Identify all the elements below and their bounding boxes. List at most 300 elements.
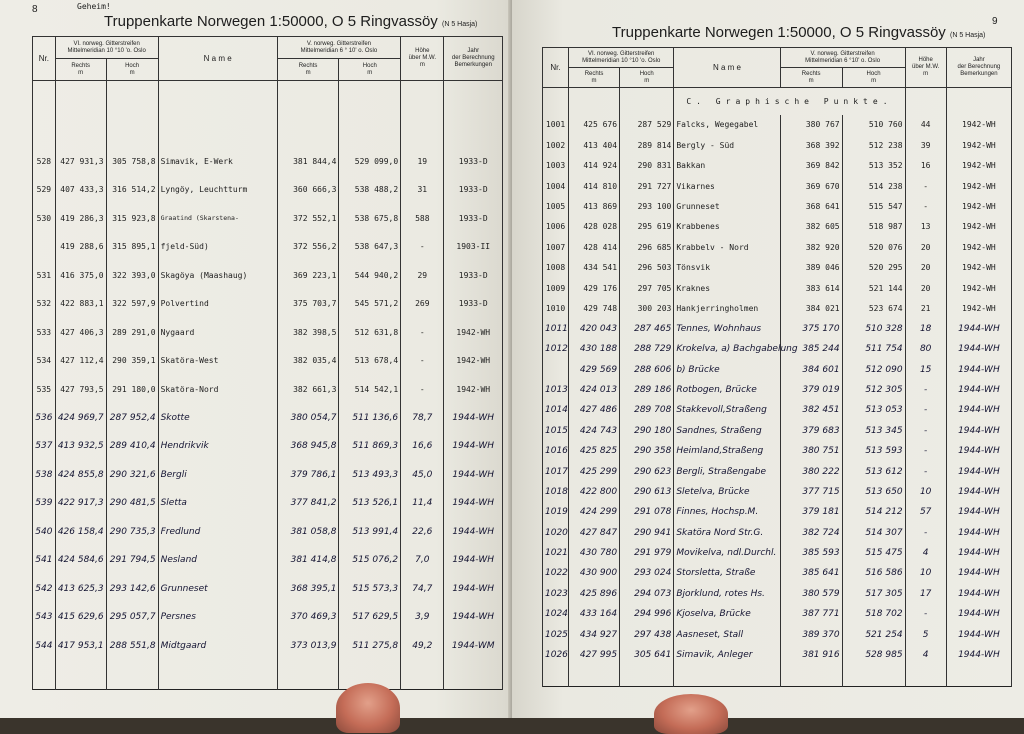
cell-v-hoch: 513 678,4 <box>339 347 401 376</box>
cell-jahr: 1944-WH <box>946 400 1011 420</box>
empty-cell <box>277 660 339 689</box>
cell-hoehe: 10 <box>905 482 946 502</box>
cell-hoehe: 29 <box>401 261 444 290</box>
cell-vi-hoch: 296 503 <box>620 257 674 277</box>
cell-name: Tönsvik <box>674 257 780 277</box>
cell-v-rechts: 381 844,4 <box>277 147 339 176</box>
header-name: N a m e <box>674 48 780 88</box>
cell-v-hoch: 517 629,5 <box>339 603 401 632</box>
cell-name: Midtgaard <box>158 632 277 661</box>
cell-vi-hoch: 300 203 <box>620 298 674 318</box>
cell-nr: 531 <box>33 261 56 290</box>
header-bemerkungen: Bemerkungen <box>960 71 998 77</box>
cell-jahr: 1944-WH <box>444 518 503 547</box>
page-title-sub: (N 5 Hasja) <box>441 21 478 28</box>
table-row <box>543 584 1012 604</box>
cell-vi-hoch: 289 186 <box>620 380 674 400</box>
table-row <box>543 482 1012 502</box>
cell-v-rechts: 382 920 <box>780 237 842 257</box>
header-v-line1: V. norweg. Gitterstreifen <box>810 50 875 57</box>
table-row <box>543 380 1012 400</box>
cell-name: b) Brücke <box>674 359 780 379</box>
cell-hoehe: - <box>401 318 444 347</box>
cell-nr: 1008 <box>543 257 569 277</box>
cell-nr: 1015 <box>543 421 569 441</box>
empty-cell <box>905 665 946 686</box>
cell-nr: 1009 <box>543 278 569 298</box>
cell-vi-rechts: 427 847 <box>569 523 620 543</box>
cell-name: Movikelva, ndl.Durchl. <box>674 543 780 563</box>
cell-jahr: 1944-WH <box>946 380 1011 400</box>
header-hoehe <box>401 37 444 81</box>
cell-vi-rechts: 415 629,6 <box>55 603 106 632</box>
cell-vi-rechts: 422 800 <box>569 482 620 502</box>
cell-vi-hoch: 297 705 <box>620 278 674 298</box>
cell-v-rechts: 382 661,3 <box>277 375 339 404</box>
cell-name: Polvertind <box>158 290 277 319</box>
cell-v-hoch: 513 991,4 <box>339 518 401 547</box>
cell-v-rechts: 380 767 <box>780 115 842 135</box>
cell-vi-rechts: 428 028 <box>569 217 620 237</box>
cell-vi-rechts: 427 112,4 <box>55 347 106 376</box>
cell-name: Lyngöy, Leuchtturm <box>158 176 277 205</box>
cell-name: Skagöya (Maashaug) <box>158 261 277 290</box>
cell-vi-rechts: 427 406,3 <box>55 318 106 347</box>
table-row <box>543 237 1012 257</box>
cell-v-rechts: 383 614 <box>780 278 842 298</box>
cell-v-hoch: 513 352 <box>842 155 905 175</box>
header-unit: m <box>367 69 373 76</box>
cell-v-hoch: 514 212 <box>842 502 905 522</box>
header-hoch-label: Hoch <box>125 62 140 69</box>
header-vi-line2: Mittelmeridian 10 °10 'o. Oslo <box>67 47 146 54</box>
cell-vi-hoch: 289 708 <box>620 400 674 420</box>
cell-nr: 1003 <box>543 155 569 175</box>
table-row <box>543 604 1012 624</box>
cell-v-rechts: 380 054,7 <box>277 404 339 433</box>
cell-v-rechts: 385 641 <box>780 563 842 583</box>
cell-vi-rechts: 429 748 <box>569 298 620 318</box>
cell-v-rechts: 382 035,4 <box>277 347 339 376</box>
cell-nr: 1026 <box>543 645 569 665</box>
table-row <box>33 546 503 575</box>
cell-name: Hankjerringholmen <box>674 298 780 318</box>
cell-nr: 1020 <box>543 523 569 543</box>
cell-hoehe: 10 <box>905 563 946 583</box>
table-row <box>543 196 1012 216</box>
cell-v-hoch: 511 754 <box>842 339 905 359</box>
cell-jahr: 1944-WH <box>946 482 1011 502</box>
table-row <box>33 318 503 347</box>
cell-hoehe: 15 <box>905 359 946 379</box>
page-title-main: Truppenkarte Norwegen 1:50000, O 5 Ringvassöy <box>612 24 946 41</box>
header-rechts-label: Rechts <box>801 70 821 77</box>
cell-jahr: 1933-D <box>444 176 503 205</box>
cell-nr: 1023 <box>543 584 569 604</box>
cell-jahr: 1944-WH <box>946 584 1011 604</box>
cell-v-rechts: 377 715 <box>780 482 842 502</box>
header-unit: m <box>78 69 84 76</box>
cell-v-hoch: 515 475 <box>842 543 905 563</box>
cell-hoehe: - <box>905 421 946 441</box>
cell-vi-hoch: 289 410,4 <box>106 432 158 461</box>
cell-hoehe: 17 <box>905 584 946 604</box>
cell-hoehe: - <box>401 233 444 262</box>
cell-v-hoch: 514 542,1 <box>339 375 401 404</box>
cell-vi-hoch: 322 597,9 <box>106 290 158 319</box>
cell-vi-hoch: 288 551,8 <box>106 632 158 661</box>
cell-vi-hoch: 290 831 <box>620 155 674 175</box>
cell-jahr: 1944-WH <box>444 432 503 461</box>
cell-vi-hoch: 315 923,8 <box>106 204 158 233</box>
left-page <box>0 0 512 718</box>
cell-nr <box>543 359 569 379</box>
cell-v-hoch: 520 076 <box>842 237 905 257</box>
page-title-sub: (N 5 Hasja) <box>949 32 986 39</box>
page-number: 8 <box>32 4 38 15</box>
cell-vi-rechts: 430 900 <box>569 563 620 583</box>
empty-cell <box>674 665 780 686</box>
cell-v-hoch: 516 586 <box>842 563 905 583</box>
cell-nr: 530 <box>33 204 56 233</box>
table-row <box>33 233 503 262</box>
cell-v-rechts: 384 021 <box>780 298 842 318</box>
cell-v-rechts: 372 556,2 <box>277 233 339 262</box>
cell-name: Aasneset, Stall <box>674 624 780 644</box>
table-row <box>543 339 1012 359</box>
cell-hoehe: - <box>905 523 946 543</box>
cell-jahr: 1933-D <box>444 204 503 233</box>
table-row <box>543 155 1012 175</box>
header-unit: m <box>808 77 814 84</box>
cell-v-rechts: 384 601 <box>780 359 842 379</box>
cell-jahr: 1944-WH <box>444 404 503 433</box>
page-title-main: Truppenkarte Norwegen 1:50000, O 5 Ringvassöy <box>104 13 438 30</box>
cell-vi-hoch: 290 623 <box>620 461 674 481</box>
empty-filler-row <box>33 660 503 689</box>
cell-v-rechts: 382 398,5 <box>277 318 339 347</box>
empty-cell <box>401 660 444 689</box>
empty-cell <box>780 665 842 686</box>
cell-jahr: 1944-WH <box>946 319 1011 339</box>
cell-name: Krabbenes <box>674 217 780 237</box>
cell-hoehe: - <box>905 196 946 216</box>
cell-jahr: 1942-WH <box>946 278 1011 298</box>
header-v-hoch <box>339 59 401 81</box>
cell-vi-hoch: 293 100 <box>620 196 674 216</box>
empty-cell <box>444 660 503 689</box>
cell-name: Vikarnes <box>674 176 780 196</box>
table-row <box>543 543 1012 563</box>
cell-vi-hoch: 290 941 <box>620 523 674 543</box>
cell-v-hoch: 513 650 <box>842 482 905 502</box>
cell-nr: 1019 <box>543 502 569 522</box>
cell-hoehe: 4 <box>905 645 946 665</box>
cell-v-hoch: 544 940,2 <box>339 261 401 290</box>
cell-v-rechts: 379 786,1 <box>277 461 339 490</box>
header-v-line2: Mittelmeridian 6 ° 10' o. Oslo <box>300 47 378 54</box>
cell-vi-rechts: 424 743 <box>569 421 620 441</box>
cell-v-rechts: 368 641 <box>780 196 842 216</box>
cell-v-rechts: 381 414,8 <box>277 546 339 575</box>
cell-vi-rechts: 419 286,3 <box>55 204 106 233</box>
cell-jahr: 1942-WH <box>444 347 503 376</box>
table-row <box>33 575 503 604</box>
cell-vi-hoch: 295 619 <box>620 217 674 237</box>
cell-jahr: 1903-II <box>444 233 503 262</box>
coordinate-table <box>32 36 503 690</box>
header-jahr-line1: Jahr <box>973 57 985 63</box>
cell-vi-hoch: 289 814 <box>620 135 674 155</box>
cell-jahr: 1944-WH <box>946 563 1011 583</box>
cell-name: Bjorklund, rotes Hs. <box>674 584 780 604</box>
cell-vi-rechts: 430 780 <box>569 543 620 563</box>
cell-nr: 537 <box>33 432 56 461</box>
cell-nr: 532 <box>33 290 56 319</box>
cell-hoehe: 16,6 <box>401 432 444 461</box>
cell-nr: 1013 <box>543 380 569 400</box>
header-unit: m <box>644 77 650 84</box>
cell-v-rechts: 369 842 <box>780 155 842 175</box>
table-row <box>543 563 1012 583</box>
cell-vi-hoch: 291 180,0 <box>106 375 158 404</box>
header-jahr-line2: der Berechnung <box>957 64 1001 70</box>
cell-name: Bakkan <box>674 155 780 175</box>
cell-name: Nesland <box>158 546 277 575</box>
header-rechts-label: Rechts <box>298 62 318 69</box>
header-hoch-label: Hoch <box>362 62 377 69</box>
cell-hoehe: 57 <box>905 502 946 522</box>
header-jahr <box>444 37 503 81</box>
cell-name: Skatöra Nord Str.G. <box>674 523 780 543</box>
cell-vi-rechts: 422 917,3 <box>55 489 106 518</box>
cell-v-hoch: 514 238 <box>842 176 905 196</box>
cell-nr: 1021 <box>543 543 569 563</box>
cell-nr: 534 <box>33 347 56 376</box>
cell-name: Storsletta, Straße <box>674 563 780 583</box>
cell-jahr: 1944-WH <box>444 489 503 518</box>
cell-nr <box>33 233 56 262</box>
cell-vi-rechts: 413 869 <box>569 196 620 216</box>
header-rechts-label: Rechts <box>584 70 604 77</box>
cell-vi-hoch: 291 794,5 <box>106 546 158 575</box>
table-row <box>543 421 1012 441</box>
cell-vi-hoch: 293 024 <box>620 563 674 583</box>
empty-cell <box>33 660 56 689</box>
cell-nr: 1025 <box>543 624 569 644</box>
cell-name: Tennes, Wohnhaus <box>674 319 780 339</box>
cell-vi-rechts: 424 855,8 <box>55 461 106 490</box>
cell-vi-rechts: 417 953,1 <box>55 632 106 661</box>
cell-name: Bergly - Süd <box>674 135 780 155</box>
cell-hoehe: 78,7 <box>401 404 444 433</box>
cell-jahr: 1944-WH <box>946 624 1011 644</box>
cell-v-hoch: 521 144 <box>842 278 905 298</box>
cell-name: Fredlund <box>158 518 277 547</box>
cell-hoehe: - <box>905 604 946 624</box>
cell-v-hoch: 538 675,8 <box>339 204 401 233</box>
cell-hoehe: - <box>401 375 444 404</box>
cell-hoehe: 16 <box>905 155 946 175</box>
cell-jahr: 1944-WH <box>946 359 1011 379</box>
cell-name: fjeld-Süd) <box>158 233 277 262</box>
table-row <box>33 518 503 547</box>
cell-vi-rechts: 414 810 <box>569 176 620 196</box>
header-nr: Nr. <box>543 48 569 88</box>
empty-cell <box>569 665 620 686</box>
cell-hoehe: 39 <box>905 135 946 155</box>
cell-jahr: 1942-WH <box>946 135 1011 155</box>
table-row <box>33 204 503 233</box>
cell-vi-hoch: 290 358 <box>620 441 674 461</box>
cell-nr: 1005 <box>543 196 569 216</box>
cell-nr: 1011 <box>543 319 569 339</box>
cell-jahr: 1944-WH <box>946 645 1011 665</box>
cell-v-rechts: 385 244 <box>780 339 842 359</box>
cell-name: Simavik, Anleger <box>674 645 780 665</box>
cell-jahr: 1944-WM <box>444 632 503 661</box>
cell-hoehe: 4 <box>905 543 946 563</box>
cell-hoehe: 45,0 <box>401 461 444 490</box>
cell-vi-hoch: 291 727 <box>620 176 674 196</box>
cell-v-rechts: 389 046 <box>780 257 842 277</box>
cell-v-hoch: 520 295 <box>842 257 905 277</box>
cell-vi-rechts: 427 793,5 <box>55 375 106 404</box>
header-hoehe-line1: Höhe <box>918 57 933 63</box>
cell-vi-rechts: 425 896 <box>569 584 620 604</box>
cell-jahr: 1933-D <box>444 290 503 319</box>
cell-jahr: 1944-WH <box>946 502 1011 522</box>
table-row <box>543 461 1012 481</box>
section-title: C. Graphische Punkte. <box>686 96 893 106</box>
table-row <box>543 523 1012 543</box>
cell-hoehe: 21 <box>905 298 946 318</box>
cell-v-rechts: 370 469,3 <box>277 603 339 632</box>
cell-nr: 1006 <box>543 217 569 237</box>
cell-jahr: 1942-WH <box>946 196 1011 216</box>
table-row <box>543 257 1012 277</box>
cell-vi-rechts: 433 164 <box>569 604 620 624</box>
cell-vi-rechts: 424 013 <box>569 380 620 400</box>
header-v-rechts <box>780 68 842 88</box>
cell-vi-hoch: 288 729 <box>620 339 674 359</box>
cell-name: Bergli, Straßengabe <box>674 461 780 481</box>
cell-vi-rechts: 429 176 <box>569 278 620 298</box>
table-row <box>543 278 1012 298</box>
cell-vi-hoch: 291 979 <box>620 543 674 563</box>
cell-nr: 528 <box>33 147 56 176</box>
cell-nr: 1022 <box>543 563 569 583</box>
cell-name: Skotte <box>158 404 277 433</box>
table-row <box>33 375 503 404</box>
cell-vi-hoch: 290 735,3 <box>106 518 158 547</box>
cell-vi-hoch: 290 180 <box>620 421 674 441</box>
header-vi-line1: VI. norweg. Gitterstreifen <box>73 40 140 47</box>
cell-vi-rechts: 427 931,3 <box>55 147 106 176</box>
cell-vi-hoch: 287 529 <box>620 115 674 135</box>
cell-nr: 543 <box>33 603 56 632</box>
table-row <box>33 632 503 661</box>
cell-hoehe: 31 <box>401 176 444 205</box>
page-title <box>612 24 985 41</box>
cell-vi-rechts: 413 404 <box>569 135 620 155</box>
cell-name: Sletta <box>158 489 277 518</box>
cell-nr: 1012 <box>543 339 569 359</box>
cell-vi-hoch: 290 359,1 <box>106 347 158 376</box>
cell-name: Stakkevoll,Straßeng <box>674 400 780 420</box>
cell-hoehe: 20 <box>905 237 946 257</box>
cell-jahr: 1933-D <box>444 261 503 290</box>
cell-v-rechts: 389 370 <box>780 624 842 644</box>
cell-v-hoch: 512 305 <box>842 380 905 400</box>
spacer-row <box>543 88 1012 115</box>
cell-jahr: 1944-WH <box>444 575 503 604</box>
header-jahr-line1: Jahr <box>467 48 480 54</box>
cell-name: Finnes, Hochsp.M. <box>674 502 780 522</box>
cell-v-rechts: 382 605 <box>780 217 842 237</box>
cell-v-rechts: 379 019 <box>780 380 842 400</box>
cell-vi-rechts: 426 158,4 <box>55 518 106 547</box>
header-unit: m <box>305 69 311 76</box>
cell-vi-hoch: 315 895,1 <box>106 233 158 262</box>
cell-hoehe: 13 <box>905 217 946 237</box>
cell-name: Grunneset <box>674 196 780 216</box>
coordinate-table <box>542 47 1012 687</box>
cell-vi-hoch: 296 685 <box>620 237 674 257</box>
cell-v-hoch: 521 254 <box>842 624 905 644</box>
cell-hoehe: 5 <box>905 624 946 644</box>
table-row <box>543 624 1012 644</box>
cell-hoehe: - <box>905 400 946 420</box>
table-row <box>33 290 503 319</box>
empty-cell <box>543 665 569 686</box>
cell-jahr: 1942-WH <box>946 257 1011 277</box>
cell-v-hoch: 512 631,8 <box>339 318 401 347</box>
cell-hoehe: 11,4 <box>401 489 444 518</box>
cell-v-hoch: 518 987 <box>842 217 905 237</box>
cell-v-rechts: 380 222 <box>780 461 842 481</box>
cell-hoehe: - <box>905 176 946 196</box>
cell-vi-hoch: 287 465 <box>620 319 674 339</box>
secret-stamp: Geheim! <box>77 2 111 11</box>
cell-v-hoch: 523 674 <box>842 298 905 318</box>
empty-cell <box>946 665 1011 686</box>
cell-vi-hoch: 322 393,0 <box>106 261 158 290</box>
header-unit: m <box>129 69 135 76</box>
table-body <box>543 88 1012 687</box>
cell-nr: 541 <box>33 546 56 575</box>
cell-v-hoch: 518 702 <box>842 604 905 624</box>
cell-vi-rechts: 416 375,0 <box>55 261 106 290</box>
cell-nr: 1014 <box>543 400 569 420</box>
cell-jahr: 1933-D <box>444 147 503 176</box>
cell-v-hoch: 513 345 <box>842 421 905 441</box>
cell-jahr: 1944-WH <box>946 604 1011 624</box>
cell-v-hoch: 513 526,1 <box>339 489 401 518</box>
cell-v-rechts: 380 579 <box>780 584 842 604</box>
thumb-left <box>336 683 400 733</box>
cell-v-rechts: 387 771 <box>780 604 842 624</box>
header-vi-rechts <box>55 59 106 81</box>
table-row <box>33 176 503 205</box>
cell-v-hoch: 515 547 <box>842 196 905 216</box>
cell-v-hoch: 538 647,3 <box>339 233 401 262</box>
cell-vi-rechts: 414 924 <box>569 155 620 175</box>
cell-hoehe: 20 <box>905 257 946 277</box>
header-hoehe-line2: über M.W. <box>408 55 436 61</box>
cell-vi-rechts: 428 414 <box>569 237 620 257</box>
cell-vi-rechts: 430 188 <box>569 339 620 359</box>
